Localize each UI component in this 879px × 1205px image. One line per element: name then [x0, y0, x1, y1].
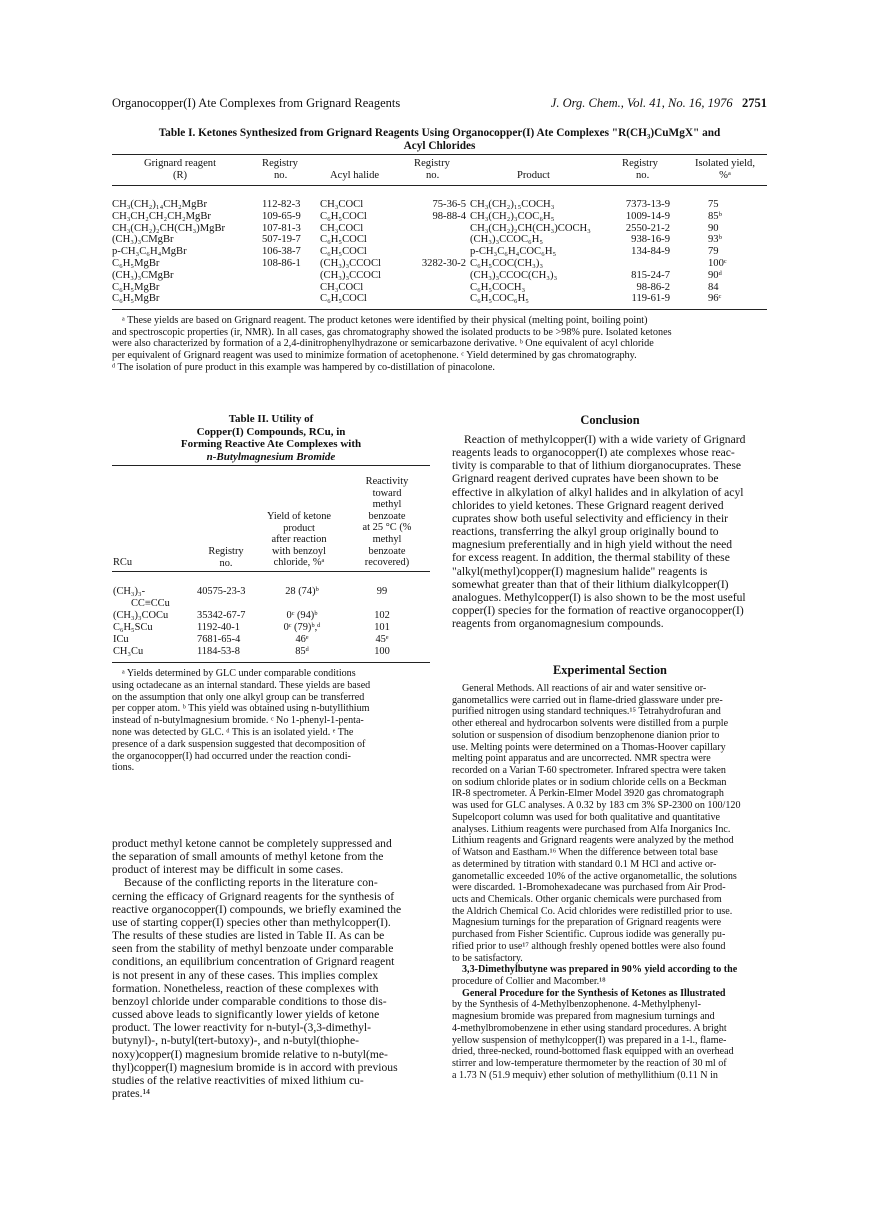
table2-header-yield: [258, 511, 340, 569]
body-line: solution or suspension of disodium benzophenone dianion prior to: [452, 729, 720, 741]
table1-header-product: Product: [517, 170, 550, 181]
table-cell: 106-38-7: [262, 246, 301, 258]
body-line: noxy)copper(I) magnesium bromide relative to n-butyl(me-: [112, 1047, 388, 1061]
header-text: Yield of ketone: [266, 511, 332, 522]
conclusion-text: [452, 433, 768, 630]
table2-col-yield: [262, 586, 342, 658]
table-cell: CH₃(CH₂)₁₄CH₂MgBr: [112, 199, 207, 210]
table-cell: CH₃(CH₂)₂CH(CH₃)MgBr: [112, 222, 226, 234]
table-cell: (CH₃)₃CMgBr: [112, 269, 174, 281]
table1-header-registry2: [414, 158, 450, 182]
body-line: ganometallic exceeded 10% of the active organometallic, the solutions: [452, 870, 737, 882]
table-cell: 35342-67-7: [197, 610, 246, 621]
header-text: no.: [219, 557, 233, 569]
table-cell: [414, 246, 466, 258]
body-line: recorded on a Varian T-60 spectrometer. Infrared spectra were taken: [452, 765, 726, 777]
table-cell: CH₃(CH₂)₂CH(CH₃)COCH₃: [470, 222, 591, 234]
table1-header-grignard: [118, 158, 242, 182]
body-line: dried, three-necked, round-bottomed flask equipped with an overhead: [452, 1046, 734, 1058]
table-cell: 3282-30-2: [421, 257, 466, 269]
header-text: methyl: [372, 499, 402, 511]
body-line: the Aldrich Chemical Co. Acid chlorides were redistilled prior to use.: [452, 905, 733, 917]
table-rule: [112, 185, 767, 186]
journal-reference: [551, 96, 767, 111]
table-rule: [112, 309, 767, 310]
body-line: effective in alkylation of alkyl halides and in alkylation of acyl: [452, 485, 744, 499]
body-line: General Methods. All reactions of air and water sensitive or-: [462, 683, 707, 694]
table1-col-grignard: [112, 199, 225, 305]
body-line: reagents from organomagnesium compounds.: [452, 617, 664, 631]
body-line: reactions, transferring the alkyl group originally bound to: [452, 525, 719, 539]
table-cell: CH₃CH₂CH₂CH₂MgBr: [112, 210, 211, 222]
table-cell: [262, 270, 301, 282]
table1-header-acyl: Acyl halide: [330, 170, 380, 181]
footnote-line: on the assumption that only one alkyl group can be transferred: [112, 691, 365, 703]
table-cell: 79: [708, 246, 719, 258]
footnote-line: tions.: [112, 762, 135, 774]
table-cell: 85ᵈ: [295, 646, 309, 657]
table-cell: 90ᵈ: [708, 269, 722, 281]
body-line: purified nitrogen using standard techniques.¹⁵ Tetrahydrofuran and: [452, 706, 721, 718]
table-cell: 100: [374, 646, 390, 657]
table2-footnotes: [112, 668, 430, 774]
table-cell: 134-84-9: [631, 246, 670, 258]
footnote-line: ᵃ These yields are based on Grignard reagent. The product ketones were identified by their physical (melting point, boiling point): [122, 315, 648, 326]
body-line: yellow suspension of methylcopper(I) was prepared in a 1-l., flame-: [452, 1034, 727, 1046]
table1-caption: [112, 127, 767, 153]
table-cell: CH₃(CH₂)₁₅COCH₃: [470, 199, 555, 210]
body-line: cussed above leads to significantly lower yields of ketone: [112, 1008, 380, 1022]
body-line: the separation of small amounts of methyl ketone from the: [112, 850, 384, 864]
body-line: were discarded. 1-Bromohexadecane was purchased from Air Prod-: [452, 882, 726, 894]
table2-header-rcu: RCu: [113, 557, 133, 568]
body-line: Grignard reagent derived cuprates have been shown to be: [452, 472, 719, 486]
header-text: recovered): [364, 557, 410, 569]
table-cell: p-CH₃C₆H₄COC₆H₅: [470, 246, 557, 258]
body-line: Reaction of methylcopper(I) with a wide variety of Grignard: [464, 433, 746, 446]
body-line: rified prior to use¹⁷ although freshly opened bottles were also found: [452, 940, 726, 952]
body-line: product of interest may be difficult in some cases.: [112, 863, 344, 877]
body-line: analyses. Lithium reagents were purchased from Alfa Inorganics Inc.: [452, 823, 731, 835]
table-cell: 98-86-2: [636, 281, 670, 293]
table-cell: 102: [374, 610, 390, 621]
table-cell: (CH₃)₃-: [113, 586, 146, 597]
table-cell: 107-81-3: [262, 222, 301, 234]
table1-header-registry1: [262, 158, 298, 182]
header-text: Grignard reagent: [143, 158, 217, 169]
body-line: purchased from Fisher Scientific. Cuprous iodide was generally pu-: [452, 929, 726, 941]
footnote-line: using octadecane as an internal standard. These yields are based: [112, 679, 371, 691]
page-number: 2751: [742, 96, 767, 110]
conclusion-heading: Conclusion: [580, 413, 640, 427]
header-text: Registry: [414, 158, 450, 169]
table-rule: [112, 465, 430, 466]
body-line: was used for GLC analyses. A 0.32 by 183 cm 3% SP-2300 on 100/120: [452, 800, 741, 812]
body-line: a 1.73 N (51.9 mequiv) ether solution of methyllithium (0.11 N in: [452, 1069, 718, 1081]
table-cell: 84: [708, 281, 719, 293]
table1-col-acyl: [320, 199, 381, 305]
body-line: product methyl ketone cannot be completely suppressed and: [112, 837, 392, 850]
table-cell: CH₃COCl: [320, 199, 364, 210]
table-cell: 85ᵇ: [708, 210, 722, 222]
footnote-line: none was detected by GLC. ᵈ This is an isolated yield. ᵉ The: [112, 726, 354, 738]
body-line: General Procedure for the Synthesis of Ketones as Illustrated: [462, 987, 726, 999]
table-cell: 507-19-7: [262, 234, 301, 246]
table-cell: C₆H₅MgBr: [112, 257, 160, 269]
table-cell: CH₃COCl: [320, 281, 364, 293]
running-title: Organocopper(I) Ate Complexes from Grignard Reagents: [112, 96, 401, 110]
table-cell: 7681-65-4: [197, 634, 241, 645]
body-line: IR-8 spectrometer. A Perkin-Elmer Model 3920 gas chromatograph: [452, 788, 724, 800]
footnote-line: and spectroscopic properties (ir, NMR). In all cases, gas chromatography showed the isolated products to be >98% pure. Isolated ketones: [112, 326, 672, 338]
footnote-line: per copper atom. ᵇ This yield was obtained using n-butyllithium: [112, 703, 370, 715]
table-cell: 100ᶜ: [708, 257, 727, 269]
table-cell: 90: [708, 222, 719, 234]
table-cell: C₆H₅COCl: [320, 210, 367, 222]
table-cell: [414, 223, 466, 235]
table-cell: 0ᶜ (94)ᵇ: [286, 610, 318, 621]
body-line: thyl)copper(I) magnesium bromide is in accord with previous: [112, 1060, 398, 1074]
table-cell: CC≡CCu: [131, 598, 170, 609]
table-cell: 1184-53-8: [197, 646, 240, 657]
body-line: reactive organocopper(I) compounds, we briefly examined the: [112, 902, 402, 916]
header-text: Registry: [262, 158, 298, 169]
table-cell: 75-36-5: [432, 199, 466, 210]
body-line: butynyl)-, n-butyl(tert-butoxy)-, and n-butyl(thiophe-: [112, 1034, 359, 1048]
body-line: somewhat greater than that of their lithium dialkylcopper(I): [452, 577, 729, 591]
body-line: benzoyl chloride under comparable conditions to those dis-: [112, 994, 387, 1008]
body-line: is not present in any of these cases. This implies complex: [112, 968, 379, 982]
header-text: chloride, %ᵃ: [273, 557, 325, 569]
table2-col-registry: [197, 586, 245, 658]
table-cell: p-CH₃C₆H₄MgBr: [112, 246, 187, 258]
header-text: product: [283, 522, 315, 534]
table-cell: 815-24-7: [631, 269, 670, 281]
table2-header-reactivity: [344, 476, 430, 569]
table2-caption-line: Table II. Utility of: [228, 413, 314, 425]
table-rule: [112, 571, 430, 572]
header-text: after reaction: [271, 534, 327, 546]
table-cell: (CH₃)₃CCOCl: [320, 269, 381, 281]
table-cell: C₆H₅COC₆H₅: [470, 293, 529, 305]
header-text: no.: [636, 169, 650, 181]
table-cell: [262, 293, 301, 305]
header-text: Isolated yield,: [694, 158, 755, 169]
body-line: other ethereal and hydrocarbon solvents were distilled from a purple: [452, 718, 729, 730]
body-line: cuprates show both useful selectivity and efficiency in their: [452, 511, 729, 525]
table-cell: [414, 270, 466, 282]
body-line: cerning the efficacy of Grignard reagents for the synthesis of: [112, 889, 395, 903]
journal-citation: J. Org. Chem., Vol. 41, No. 16, 1976: [550, 96, 733, 110]
table-cell: 112-82-3: [262, 199, 301, 210]
header-text: %ᵃ: [719, 169, 731, 181]
header-text: toward: [372, 487, 402, 499]
table1-col-registry3: [620, 199, 670, 305]
body-line: tivity is comparable to that of lithium diorganocuprates. These: [452, 459, 742, 473]
footnote-line: ᵈ The isolation of pure product in this example was hampered by co-distillation of pinacolone.: [112, 361, 495, 373]
table-cell: 938-16-9: [631, 234, 670, 246]
table-cell: 28 (74)ᵇ: [285, 586, 319, 597]
table-cell: C₆H₅COCl: [320, 234, 367, 246]
body-line: ganometallics were carried out in flame-dried glassware under pre-: [452, 694, 723, 706]
table-cell: (CH₃)₃CCOC₆H₅: [470, 234, 544, 246]
table1-caption-line: Acyl Chlorides: [403, 140, 476, 152]
footnote-line: were also characterized by formation of a 2,4-dinitrophenylhydrazone or semicarbazone derivative. ᵇ One equivalent of acyl chloride: [112, 338, 654, 350]
header-text: at 25 °C (%: [362, 522, 412, 534]
body-line: copper(I) species for the formation of reactive organocopper(I): [452, 604, 744, 618]
footnote-line: ᵃ Yields determined by GLC under comparable conditions: [122, 668, 356, 679]
table-cell: 93ᵇ: [708, 234, 722, 246]
table2-caption-line: Copper(I) Compounds, RCu, in: [196, 425, 346, 438]
table-cell: (CH₃)₃CCOCl: [320, 257, 381, 269]
body-line: procedure of Collier and Macomber.¹⁸: [452, 975, 606, 987]
table-cell: ICu: [113, 634, 129, 645]
table-cell: 96ᶜ: [708, 293, 722, 305]
body-line: conditions, an equilibrium concentration of Grignard reagent: [112, 955, 395, 969]
body-line: analogues. Methylcopper(I) is also shown to be the most useful: [452, 590, 746, 604]
body-line: Magnesium turnings for the preparation of Grignard reagents were: [452, 917, 722, 929]
body-line: to be satisfactory.: [452, 952, 523, 964]
table-cell: [414, 282, 466, 294]
table-cell: [352, 598, 412, 610]
table1-col-registry1: [262, 199, 301, 305]
body-line: 3,3-Dimethylbutyne was prepared in 90% yield according to the: [462, 964, 738, 976]
table-cell: [262, 282, 301, 294]
table-cell: [414, 234, 466, 246]
header-text: Reactivity: [365, 476, 409, 487]
table-cell: C₆H₅COC(CH₃)₃: [470, 257, 544, 269]
body-line: The results of these studies are listed in Table II. As can be: [112, 929, 385, 943]
table-cell: C₆H₅COCl: [320, 293, 367, 305]
table-cell: (CH₃)₃CMgBr: [112, 234, 174, 246]
footnote-line: presence of a dark suspension suggested that decomposition of: [112, 738, 366, 750]
body-line: magnesium preferentially and in high yield without the need: [452, 538, 733, 552]
table-cell: CH₃Cu: [113, 646, 144, 657]
header-text: methyl: [372, 533, 402, 545]
body-line: stirrer and low-temperature thermometer by the reaction of 30 ml of: [452, 1058, 727, 1069]
body-line: as determined by titration with standard 0.1 M HCl and active or-: [452, 858, 717, 870]
table2-col-rcu: [113, 586, 170, 658]
body-line: "alkyl(methyl)copper(I) magnesium halide" reagents is: [452, 564, 708, 578]
body-line: use of starting copper(I) species other than methylcopper(I).: [112, 915, 391, 929]
body-line: formation. Nonetheless, reaction of these complexes with: [112, 981, 379, 995]
table1-col-registry2: [414, 199, 466, 305]
body-line: prates.¹⁴: [112, 1086, 151, 1100]
table-cell: 7373-13-9: [625, 199, 670, 210]
footnote-line: the organocopper(I) had occurred under the reaction condi-: [112, 750, 351, 762]
table1-caption-line: Table I. Ketones Synthesized from Grignard Reagents Using Organocopper(I) Ate Complexes "R(CH₃)CuMgX" and: [158, 127, 721, 139]
table-cell: 119-61-9: [631, 293, 670, 305]
table-cell: 0ᶜ (79)ᵇ,ᵈ: [283, 622, 321, 633]
table-cell: 40575-23-3: [197, 586, 246, 597]
table-cell: 101: [374, 622, 390, 633]
header-text: benzoate: [368, 510, 406, 522]
body-line: for excess reagent. In addition, the thermal stability of these: [452, 551, 730, 565]
body-line: Lithium reagents and Grignard reagents were analyzed by the method: [452, 835, 734, 847]
table-cell: [620, 258, 670, 270]
table-cell: C₆H₅COCH₃: [470, 281, 526, 293]
header-text: (R): [172, 169, 188, 181]
table-cell: 1009-14-9: [625, 210, 670, 222]
table2-caption-line: n-Butylmagnesium Bromide: [206, 450, 336, 463]
table1-header-yield: [682, 158, 768, 182]
table1-header-registry3: [622, 158, 658, 182]
table-cell: C₆H₅COCl: [320, 246, 367, 258]
table-rule: [112, 154, 767, 155]
header-text: no.: [274, 169, 288, 181]
table-cell: 98-88-4: [432, 210, 466, 222]
table-cell: CH₃(CH₂)₃COC₆H₅: [470, 210, 555, 222]
body-line: 4-methylbromobenzene in ether using standard procedures. A bright: [452, 1022, 727, 1034]
table1-col-product: [470, 199, 591, 305]
body-line: reagents leads to organocopper(I) ate complexes whose reac-: [452, 446, 735, 460]
table-cell: 1192-40-1: [197, 622, 240, 633]
header-text: benzoate: [368, 545, 406, 557]
table-cell: 75: [708, 199, 719, 210]
body-line: Because of the conflicting reports in the literature con-: [124, 876, 378, 890]
table-cell: [414, 293, 466, 305]
body-line: of Watson and Eastham.¹⁶ When the difference between total base: [452, 847, 718, 859]
table-cell: [262, 598, 342, 610]
experimental-heading: Experimental Section: [553, 663, 667, 677]
table1-col-yield: [708, 199, 727, 305]
header-text: Registry: [208, 546, 244, 557]
table-cell: 99: [376, 586, 388, 597]
table-cell: CH₃COCl: [320, 222, 364, 234]
body-line: magnesium bromide was prepared from magnesium turnings and: [452, 1011, 715, 1023]
header-text: Registry: [622, 158, 658, 169]
body-line: by the Synthesis of 4-Methylbenzophenone. 4-Methylphenyl-: [452, 999, 701, 1011]
table-cell: C₆H₅MgBr: [112, 281, 160, 293]
table2-header-registry: [196, 546, 256, 569]
header-text: no.: [426, 169, 440, 181]
body-line: product. The lower reactivity for n-butyl-(3,3-dimethyl-: [112, 1021, 371, 1035]
table-cell: C₆H₅MgBr: [112, 293, 160, 305]
table1-footnotes: [112, 315, 768, 374]
table2-col-reactivity: [352, 586, 412, 658]
table-cell: 2550-21-2: [625, 222, 670, 234]
experimental-text: [452, 683, 768, 1081]
table-cell: (CH₃)₃CCOC(CH₃)₃: [470, 269, 558, 281]
body-line: melting point apparatus and are uncorrected. NMR spectra were: [452, 753, 711, 765]
body-line: Supelcoport column was used for both qualitative and quantitative: [452, 811, 720, 823]
body-line: seen from the stability of methyl benzoate under comparable: [112, 942, 394, 956]
table-rule: [112, 662, 430, 663]
body-line: on sodium chloride plates or in sodium chloride cells on a Beckman: [452, 776, 727, 788]
table-cell: [197, 598, 245, 610]
footnote-line: instead of n-butylmagnesium bromide. ᶜ No 1-phenyl-1-penta-: [112, 715, 364, 727]
table-cell: (CH₃)₃COCu: [113, 610, 169, 621]
table-cell: C₆H₅SCu: [113, 622, 153, 633]
table2-caption-line: Forming Reactive Ate Complexes with: [180, 438, 362, 450]
header-text: with benzoyl: [272, 545, 326, 557]
table2-caption: [112, 413, 430, 463]
table-cell: 46ᵉ: [295, 634, 309, 645]
body-line: studies of the relative reactivities of mixed lithium cu-: [112, 1073, 364, 1087]
table-cell: 45ᵉ: [375, 634, 389, 645]
body-line: chlorides to yield ketones. These Grignard reagent derived: [452, 498, 724, 512]
table-cell: 109-65-9: [262, 210, 301, 222]
footnote-line: per equivalent of Grignard reagent was used to minimize formation of acetophenone. ᶜ Yield determined by gas chromatography.: [112, 350, 637, 362]
body-line: use. Melting points were determined on a Thomas-Hoover capillary: [452, 741, 726, 753]
body-line: ucts and Chemicals. Other organic chemicals were purchased from: [452, 893, 722, 905]
table-cell: 108-86-1: [262, 257, 301, 269]
left-body-text: [112, 837, 430, 1100]
